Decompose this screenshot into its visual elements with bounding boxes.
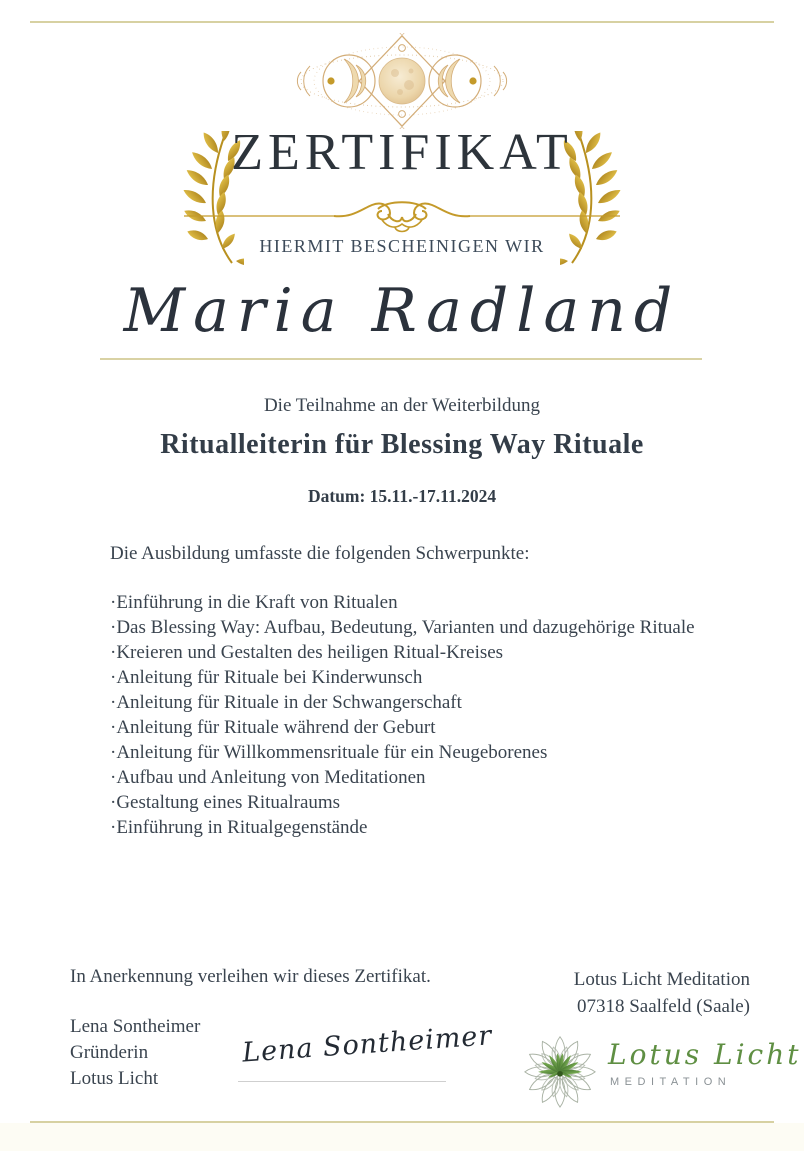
topic-item: ·Anleitung für Rituale während der Geburt: [110, 717, 436, 738]
issuer-block: [70, 1014, 200, 1092]
course-title: Ritualleiterin für Blessing Way Rituale: [160, 429, 644, 460]
topic-item: ·Einführung in die Kraft von Ritualen: [110, 592, 398, 613]
organization-block: [450, 966, 750, 1020]
topics-list: [110, 590, 750, 840]
lotus-licht-logo: [520, 1030, 802, 1114]
topic-item: ·Das Blessing Way: Aufbau, Bedeutung, Varianten und dazugehörige Rituale: [110, 617, 695, 638]
organization-address: 07318 Saalfeld (Saale): [576, 996, 750, 1017]
name-underline: [100, 358, 702, 360]
issuer-role: Gründerin: [70, 1042, 149, 1063]
topics-heading: Die Ausbildung umfasste die folgenden Schwerpunkte:: [110, 543, 530, 564]
issuer-name: Lena Sontheimer: [70, 1016, 201, 1037]
flourish-divider-icon: [182, 196, 622, 236]
intro-line: Die Teilnahme an der Weiterbildung: [263, 395, 541, 416]
signature-underline: [238, 1081, 446, 1082]
bottom-margin-tint: [0, 1123, 804, 1151]
certificate-subtitle: HIERMIT BESCHEINIGEN WIR: [259, 236, 545, 256]
lotus-mandala-flower-icon: [522, 1032, 598, 1108]
recipient-name: Maria Radland: [123, 276, 681, 346]
topic-item: ·Aufbau und Anleitung von Meditationen: [110, 767, 426, 788]
issuer-org: Lotus Licht: [70, 1068, 159, 1089]
moon-phases-emblem-icon: [292, 33, 512, 129]
topic-item: ·Gestaltung eines Ritualraums: [110, 792, 341, 813]
logo-script-text: Lotus Licht: [608, 1038, 802, 1071]
date-line: Datum: 15.11.-17.11.2024: [307, 486, 497, 506]
top-border-line: [30, 21, 774, 23]
certificate-title: ZERTIFIKAT: [231, 124, 573, 181]
acknowledgement-line: In Anerkennung verleihen wir dieses Zertifikat.: [70, 966, 431, 987]
topic-item: ·Anleitung für Willkommensrituale für ein Neugeborenes: [110, 742, 548, 763]
topic-item: ·Kreieren und Gestalten des heiligen Ritual-Kreises: [110, 642, 504, 663]
issuer-signature: Lena Sontheimer: [241, 1020, 494, 1069]
logo-caption: MEDITATION: [610, 1076, 732, 1088]
topic-item: ·Anleitung für Rituale bei Kinderwunsch: [110, 667, 423, 688]
topic-item: ·Anleitung für Rituale in der Schwangerschaft: [110, 692, 462, 713]
topic-item: ·Einführung in Ritualgegenstände: [110, 817, 368, 838]
organization-name: Lotus Licht Meditation: [573, 969, 750, 990]
